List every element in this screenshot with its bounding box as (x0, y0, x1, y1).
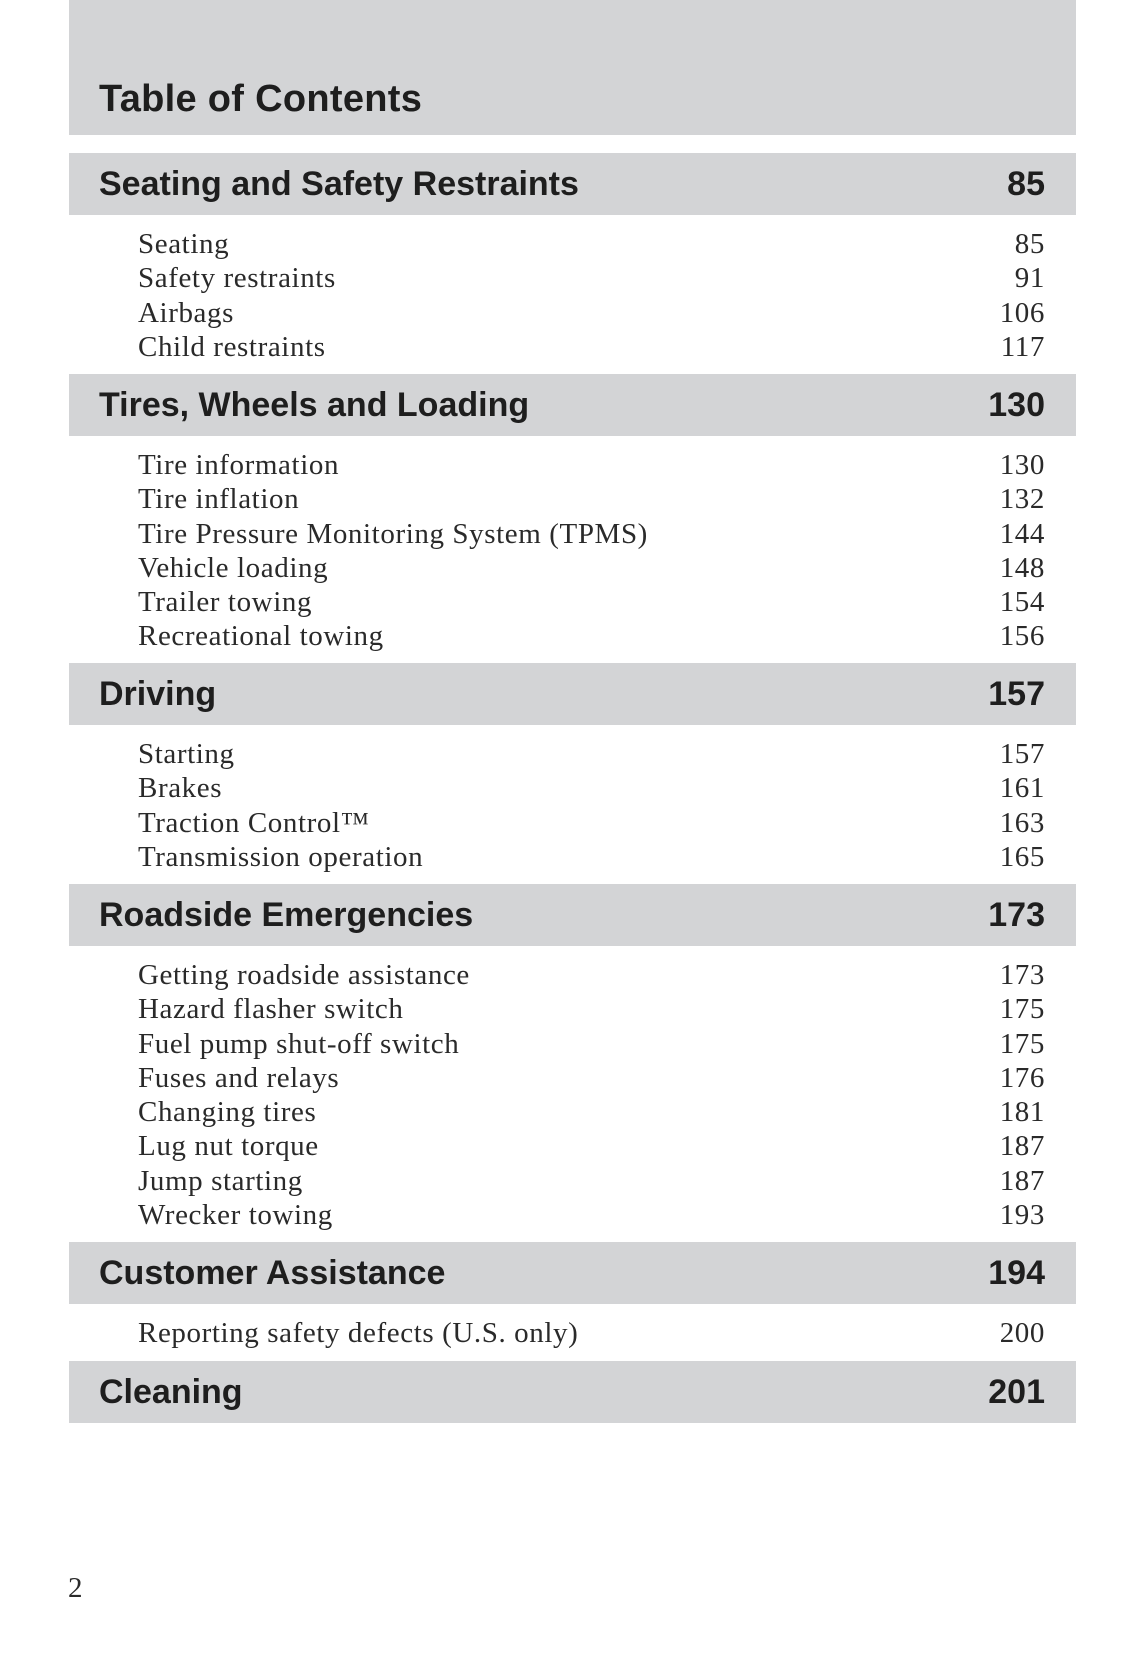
page-title: Table of Contents (99, 78, 423, 120)
toc-entry[interactable] (69, 518, 1076, 552)
section-header[interactable] (69, 153, 1076, 215)
entry-title: Jump starting (138, 1164, 303, 1197)
entry-title: Fuses and relays (138, 1061, 340, 1094)
section-entries (69, 449, 1076, 655)
entry-title: Tire information (138, 449, 340, 481)
title-band (69, 0, 1076, 135)
entry-page: 144 (999, 517, 1045, 550)
toc-entry[interactable] (69, 1062, 1076, 1096)
toc-entry[interactable] (69, 331, 1076, 365)
section-title: Seating and Safety Restraints (99, 165, 579, 203)
entry-title: Safety restraints (138, 262, 336, 295)
entry-title: Transmission operation (138, 840, 424, 873)
section-page: 194 (988, 1254, 1045, 1292)
toc-entry[interactable] (69, 1199, 1076, 1233)
toc-entry[interactable] (69, 807, 1076, 841)
toc-entry[interactable] (69, 993, 1076, 1027)
entry-page: 200 (999, 1317, 1045, 1349)
entry-title: Hazard flasher switch (138, 993, 404, 1026)
toc-entry[interactable] (69, 262, 1076, 296)
section-title: Cleaning (99, 1373, 243, 1411)
section-page: 130 (988, 386, 1045, 424)
section-entries (69, 959, 1076, 1233)
entry-title: Traction Control™ (138, 806, 370, 839)
section-page: 201 (988, 1373, 1045, 1411)
toc-entry[interactable] (69, 738, 1076, 772)
entry-page: 187 (999, 1164, 1045, 1197)
entry-title: Getting roadside assistance (138, 959, 470, 991)
entry-title: Changing tires (138, 1096, 317, 1129)
entry-title: Recreational towing (138, 620, 384, 653)
entry-page: 165 (999, 840, 1045, 873)
entry-title: Wrecker towing (138, 1199, 333, 1232)
section-page: 157 (988, 675, 1045, 713)
toc-entry[interactable] (69, 1165, 1076, 1199)
toc-entry[interactable] (69, 449, 1076, 483)
toc-entry[interactable] (69, 959, 1076, 993)
toc-entry[interactable] (69, 552, 1076, 586)
section-page: 85 (1007, 165, 1045, 203)
toc-entry[interactable] (69, 586, 1076, 620)
entry-page: 175 (999, 1027, 1045, 1060)
toc-entry[interactable] (69, 228, 1076, 262)
entry-title: Fuel pump shut-off switch (138, 1027, 460, 1060)
section-header[interactable] (69, 1242, 1076, 1304)
section-header[interactable] (69, 884, 1076, 946)
entry-title: Tire inflation (138, 483, 300, 516)
entry-page: 181 (999, 1096, 1045, 1129)
entry-title: Seating (138, 228, 230, 260)
section-header[interactable] (69, 374, 1076, 436)
section-page: 173 (988, 896, 1045, 934)
toc-entry[interactable] (69, 1317, 1076, 1351)
section-entries (69, 1317, 1076, 1351)
entry-title: Tire Pressure Monitoring System (TPMS) (138, 517, 648, 550)
entry-title: Trailer towing (138, 586, 313, 619)
toc-entry[interactable] (69, 772, 1076, 806)
entry-page: 148 (999, 551, 1045, 584)
toc-entry[interactable] (69, 1130, 1076, 1164)
entry-page: 163 (999, 806, 1045, 839)
section-header[interactable] (69, 663, 1076, 725)
entry-title: Brakes (138, 772, 223, 805)
toc-entry[interactable] (69, 620, 1076, 654)
entry-title: Starting (138, 738, 235, 770)
section-title: Tires, Wheels and Loading (99, 386, 530, 424)
section-header[interactable] (69, 1361, 1076, 1423)
toc-entry[interactable] (69, 841, 1076, 875)
entry-page: 175 (999, 993, 1045, 1026)
toc-entry[interactable] (69, 483, 1076, 517)
section-entries (69, 228, 1076, 365)
entry-page: 161 (999, 772, 1045, 805)
entry-page: 130 (999, 449, 1045, 481)
entry-title: Vehicle loading (138, 551, 329, 584)
entry-title: Reporting safety defects (U.S. only) (138, 1317, 579, 1349)
entry-page: 117 (1000, 330, 1045, 363)
entry-page: 193 (999, 1199, 1045, 1232)
entry-page: 91 (1014, 262, 1045, 295)
entry-page: 173 (999, 959, 1045, 991)
toc-entry[interactable] (69, 1028, 1076, 1062)
entry-page: 156 (999, 620, 1045, 653)
footer-page-number: 2 (68, 1572, 83, 1604)
entry-page: 157 (999, 738, 1045, 770)
section-entries (69, 738, 1076, 875)
toc-entry[interactable] (69, 1096, 1076, 1130)
entry-page: 132 (999, 483, 1045, 516)
entry-title: Child restraints (138, 330, 326, 363)
section-title: Driving (99, 675, 217, 713)
entry-title: Airbags (138, 296, 235, 329)
section-title: Customer Assistance (99, 1254, 446, 1292)
entry-title: Lug nut torque (138, 1130, 319, 1163)
entry-page: 106 (999, 296, 1045, 329)
entry-page: 154 (999, 586, 1045, 619)
entry-page: 176 (999, 1061, 1045, 1094)
entry-page: 187 (999, 1130, 1045, 1163)
entry-page: 85 (1014, 228, 1045, 260)
section-title: Roadside Emergencies (99, 896, 474, 934)
toc-entry[interactable] (69, 297, 1076, 331)
